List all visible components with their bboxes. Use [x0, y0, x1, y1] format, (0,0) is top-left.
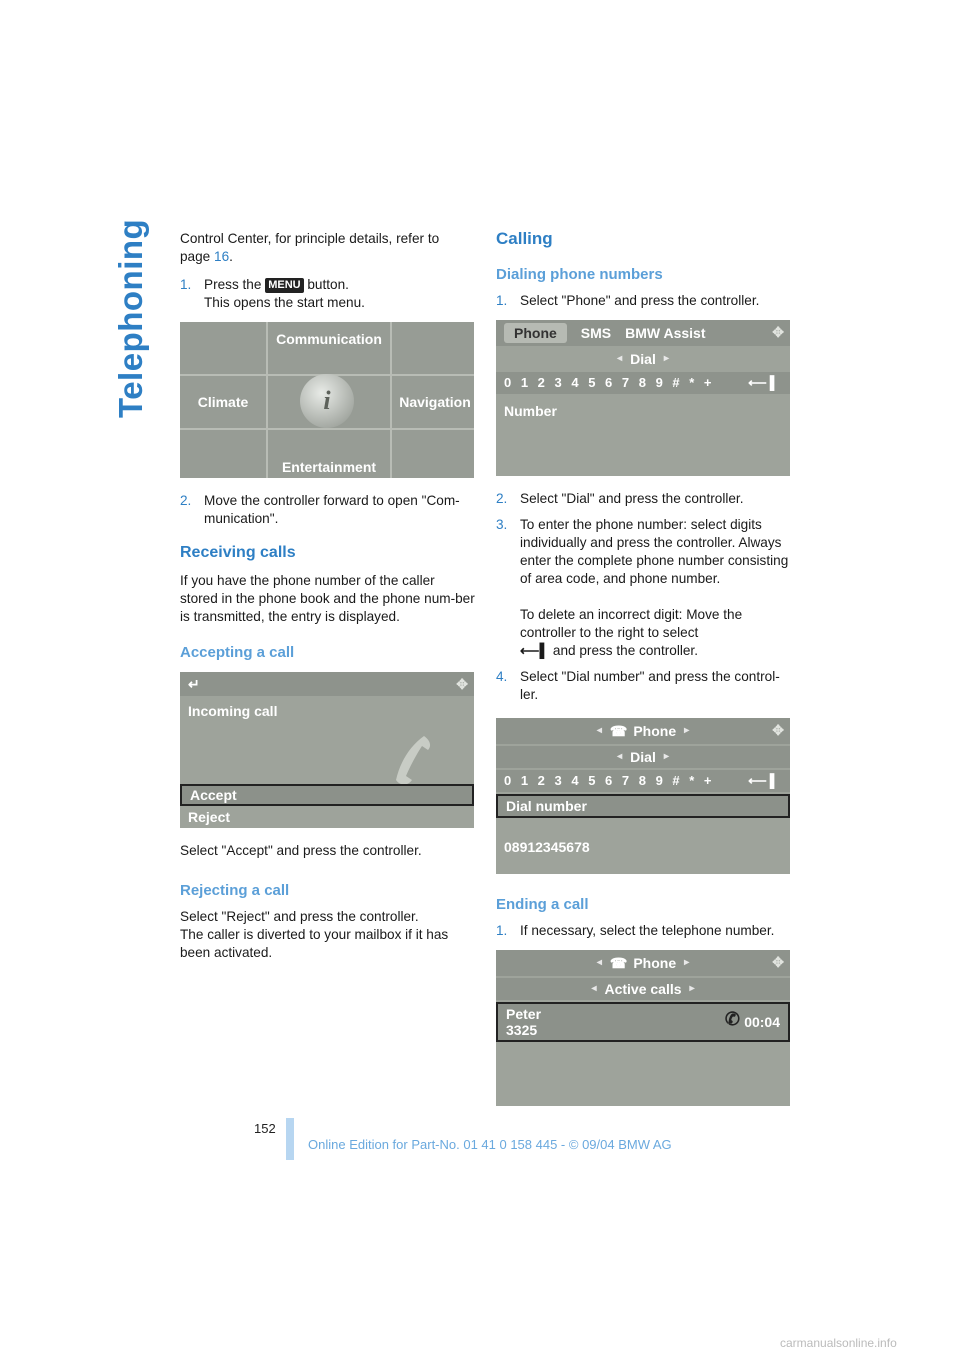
heading-ending-call: Ending a call — [496, 896, 589, 913]
phone-dial-screen — [496, 320, 790, 476]
phone-selector[interactable]: ◂ ☎ Phone ▸ — [496, 718, 790, 744]
menu-navigation[interactable]: Navigation — [392, 376, 474, 428]
dial-number-option[interactable]: Dial number — [496, 794, 790, 818]
caller-name: Peter — [506, 1006, 542, 1022]
phone-selector[interactable]: ◂ ☎ Phone ▸ — [496, 950, 790, 976]
dial-selector[interactable]: ◂ Dial ▸ — [617, 351, 669, 367]
dial-number-screen — [496, 718, 790, 874]
intro-text: Control Center, for principle details, refer to page 16. — [180, 231, 440, 264]
end-step-1: 1. If necessary, select the telephone number. — [496, 923, 775, 938]
active-call-entry[interactable] — [496, 1002, 790, 1042]
active-calls-screen — [496, 950, 790, 1106]
left-column — [180, 230, 476, 972]
caller-extension: 3325 — [506, 1022, 538, 1038]
menu-key-icon: MENU — [265, 278, 303, 293]
back-icon[interactable]: ↵ — [188, 676, 200, 692]
right-step-2: 2. Select "Dial" and press the controller. — [496, 491, 744, 506]
page-number: 152 — [254, 1121, 276, 1136]
side-title: Telephoning — [112, 218, 149, 418]
handset-small-icon: ☎ — [609, 723, 628, 739]
backspace-icon: ⟵▌ — [520, 643, 550, 658]
heading-rejecting-call: Rejecting a call — [180, 882, 290, 899]
receiving-text: If you have the phone number of the caller stored in the phone book and the phone num-ber is transmitted, the entry is displayed. — [180, 573, 475, 624]
corner-arrows-icon: ✥ — [456, 676, 468, 692]
digit-row[interactable]: 0 1 2 3 4 5 6 7 8 9 # * + ⟵▌ — [496, 770, 790, 792]
right-step-3: 3. To enter the phone number: select digits individually and press the controller. Always enter the complete phone number consisting of area code, and phone number. To delete an incorrect digit: Move the controller to the right to select ⟵▌ and press the controller. — [496, 517, 789, 658]
menu-climate[interactable]: Climate — [180, 376, 266, 428]
corner-arrows-icon: ✥ — [772, 954, 784, 970]
watermark: carmanualsonline.info — [780, 1336, 897, 1350]
controller-info-icon: i — [300, 374, 354, 428]
reject-text: Select "Reject" and press the controller. The caller is diverted to your mailbox if it has been activated. — [180, 909, 449, 960]
right-step-1: 1. Select "Phone" and press the controller. — [496, 293, 760, 308]
menu-entertainment[interactable]: Entertainment — [268, 430, 390, 478]
incoming-call-title: Incoming call — [188, 703, 278, 719]
start-menu-screen — [180, 322, 474, 478]
heading-accepting-call: Accepting a call — [180, 644, 295, 661]
incoming-call-screen — [180, 672, 474, 828]
heading-calling: Calling — [496, 229, 553, 248]
number-label: Number — [504, 403, 557, 419]
tab-bar — [496, 320, 790, 346]
accept-option[interactable]: Accept — [180, 784, 474, 806]
handset-small-icon: ☎ — [609, 955, 628, 971]
step-2: 2. Move the controller forward to open "Com-munication". — [180, 493, 460, 526]
heading-receiving-calls: Receiving calls — [180, 544, 296, 561]
dial-selector[interactable]: ◂ Dial ▸ — [496, 746, 790, 768]
step-1: 1. Press the MENU button. This opens the start menu. — [180, 277, 365, 310]
back-row[interactable] — [180, 672, 474, 696]
heading-dialing: Dialing phone numbers — [496, 266, 663, 283]
call-duration: 00:04 — [744, 1014, 780, 1030]
handset-icon — [390, 732, 434, 788]
right-step-4: 4. Select "Dial number" and press the control-ler. — [496, 669, 780, 702]
backspace-icon[interactable]: ⟵▌ — [748, 375, 782, 390]
tab-sms[interactable]: SMS — [580, 325, 612, 341]
edition-text: Online Edition for Part-No. 01 41 0 158 445 - © 09/04 BMW AG — [308, 1137, 672, 1152]
corner-arrows-icon: ✥ — [772, 324, 784, 340]
reject-option[interactable]: Reject — [188, 809, 231, 825]
left-arrow-icon: ◂ — [617, 353, 623, 364]
tab-phone[interactable]: Phone — [504, 323, 567, 343]
entered-number: 08912345678 — [504, 839, 590, 855]
right-arrow-icon: ▸ — [663, 353, 669, 364]
digit-row[interactable]: 0 1 2 3 4 5 6 7 8 9 # * + ⟵▌ — [496, 372, 790, 394]
backspace-icon[interactable]: ⟵▌ — [748, 773, 782, 788]
active-calls-selector[interactable]: ◂ Active calls ▸ — [496, 978, 790, 1000]
right-column — [496, 230, 792, 1120]
footer-bar — [286, 1118, 294, 1160]
menu-communication[interactable]: Communication — [268, 322, 390, 374]
accept-text: Select "Accept" and press the controller. — [180, 843, 422, 858]
corner-arrows-icon: ✥ — [772, 722, 784, 738]
handset-icon: ✆ — [724, 1009, 740, 1029]
page-ref-link[interactable]: 16 — [214, 249, 230, 264]
tab-bmw-assist[interactable]: BMW Assist — [625, 325, 706, 341]
